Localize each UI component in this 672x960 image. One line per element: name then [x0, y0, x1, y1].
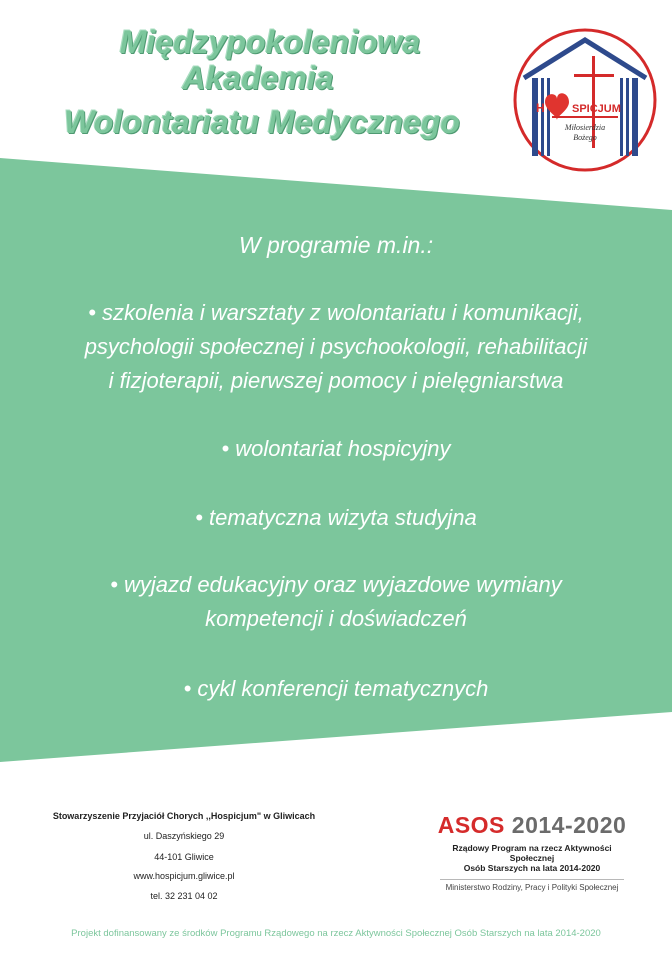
program-item-training	[0, 296, 672, 398]
program-item-line: • szkolenia i warsztaty z wolontariatu i komunikacji,	[88, 300, 584, 325]
program-item-study-visit	[0, 501, 672, 535]
organization-name: Stowarzyszenie Przyjaciół Chorych ,,Hospicjum" w Gliwicach	[52, 811, 316, 821]
organization-website: www.hospicjum.gliwice.pl	[133, 871, 235, 881]
program-heading: W programie m.in.:	[238, 232, 434, 258]
organization-phone: tel. 32 231 04 02	[150, 891, 218, 901]
asos-logo	[432, 812, 632, 892]
funding-footer: Projekt dofinansowany ze środków Programu Rządowego na rzecz Aktywności Społecznej Osób Starszych na lata 2014-2020	[71, 928, 601, 939]
program-item-line: psychologii społecznej i psychookologii, rehabilitacji	[84, 334, 588, 359]
title-line-1: Międzypokoleniowa	[119, 24, 421, 60]
organization-street: ul. Daszyńskiego 29	[143, 831, 225, 841]
asos-name: ASOS	[437, 812, 505, 838]
hospicjum-logo	[510, 28, 660, 173]
program-item-hospice-volunteering	[0, 432, 672, 466]
program-item-educational-trip	[0, 568, 672, 636]
program-item-line: • tematyczna wizyta studyjna	[195, 505, 477, 530]
logo-subtitle-1: Miłosierdzia	[564, 123, 606, 132]
logo-brand-h: H	[536, 101, 545, 115]
program-item-line: • cykl konferencji tematycznych	[183, 676, 489, 701]
asos-years: 2014-2020	[511, 812, 627, 838]
organization-city: 44-101 Gliwice	[154, 852, 214, 862]
asos-subtitle-2: Osób Starszych na lata 2014-2020	[463, 863, 601, 873]
program-item-line: • wyjazd edukacyjny oraz wyjazdowe wymiany	[110, 572, 562, 597]
logo-brand-text: SPICJUM	[572, 103, 621, 115]
logo-subtitle-2: Bożego	[573, 133, 597, 142]
program-item-line: • wolontariat hospicyjny	[221, 436, 451, 461]
program-item-line: kompetencji i doświadczeń	[205, 606, 467, 631]
program-item-line: i fizjoterapii, pierwszej pomocy i pielęgniarstwa	[108, 368, 564, 393]
asos-ministry: Ministerstwo Rodziny, Pracy i Polityki Społecznej	[445, 883, 619, 892]
asos-subtitle-1: Rządowy Program na rzecz Aktywności Społecznej	[452, 843, 612, 863]
title-line-3: Wolontariatu Medycznego	[64, 104, 460, 140]
asos-divider	[440, 879, 624, 880]
title-line-2: Akademia	[182, 60, 334, 96]
asos-title	[432, 812, 632, 839]
program-item-conferences	[0, 672, 672, 706]
